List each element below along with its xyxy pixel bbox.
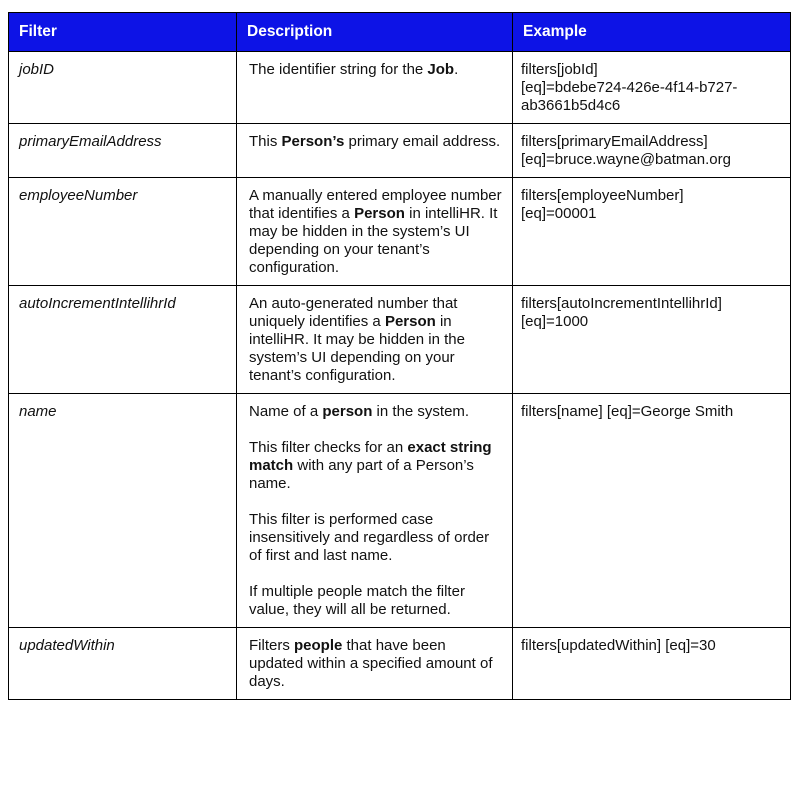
table-row (9, 628, 791, 700)
description-text: A manually entered employee number that identifies a (249, 187, 502, 222)
description-cell (237, 394, 513, 628)
example-line: filters[employeeNumber] (521, 187, 684, 204)
example-line: [eq]=bdebe724-426e-4f14-b727- (521, 79, 738, 96)
description-paragraph (249, 637, 502, 691)
table-row (9, 286, 791, 394)
table-row (9, 124, 791, 178)
description-paragraph (249, 295, 502, 385)
table-row (9, 394, 791, 628)
description-cell (237, 628, 513, 700)
header-description: Description (237, 13, 513, 52)
example-cell (513, 394, 791, 628)
table-body (9, 52, 791, 700)
description-text: Filters (249, 637, 294, 654)
description-text: primary email address. (344, 133, 501, 150)
table-header-row (9, 13, 791, 52)
description-text: . (454, 61, 459, 78)
header-example: Example (513, 13, 791, 52)
description-paragraph (249, 439, 502, 493)
table-row (9, 52, 791, 124)
example-cell (513, 52, 791, 124)
example-line: filters[primaryEmailAddress] (521, 133, 708, 150)
example-line: ab3661b5d4c6 (521, 97, 621, 114)
description-bold-text: Person (384, 313, 436, 330)
description-bold-text: people (294, 637, 343, 654)
example-line: [eq]=00001 (521, 205, 597, 222)
example-cell (513, 124, 791, 178)
example-line: filters[autoIncrementIntellihrId] (521, 295, 722, 312)
example-line: [eq]=1000 (521, 313, 589, 330)
filter-cell: employeeNumber (9, 178, 237, 286)
description-cell (237, 52, 513, 124)
example-cell (513, 178, 791, 286)
example-cell (513, 628, 791, 700)
example-line: [eq]=bruce.wayne@batman.org (521, 151, 731, 168)
header-filter: Filter (9, 13, 237, 52)
description-text: This (249, 133, 282, 150)
description-text: with any part of a Person’s name. (249, 457, 474, 492)
description-cell (237, 124, 513, 178)
example-cell (513, 286, 791, 394)
description-paragraph (249, 133, 502, 151)
description-text: An auto-generated number that uniquely identifies a (249, 295, 458, 330)
filter-cell: jobID (9, 52, 237, 124)
description-text: This filter is performed case insensitively and regardless of order of first and last name. (249, 511, 490, 564)
description-text: Name of a (249, 403, 323, 420)
description-bold-text: Person’s (281, 133, 345, 150)
description-paragraph (249, 61, 502, 79)
table-row (9, 178, 791, 286)
filter-cell: autoIncrementIntellihrId (9, 286, 237, 394)
description-text: that have been updated within a specified amount of days. (249, 637, 493, 690)
description-bold-text: Person (354, 205, 405, 222)
filter-cell: primaryEmailAddress (9, 124, 237, 178)
description-cell (237, 286, 513, 394)
description-text: in the system. (372, 403, 470, 420)
description-text: The identifier string for the (249, 61, 428, 78)
description-paragraph (249, 511, 502, 565)
description-paragraph (249, 403, 502, 421)
description-text: This filter checks for an (249, 439, 408, 456)
filter-cell: updatedWithin (9, 628, 237, 700)
filter-table-container (8, 12, 791, 700)
filter-table (8, 12, 791, 700)
example-line: filters[jobId] (521, 61, 598, 78)
description-cell (237, 178, 513, 286)
description-bold-text: person (322, 403, 373, 420)
example-line: filters[updatedWithin] [eq]=30 (521, 637, 716, 654)
example-line: filters[name] [eq]=George Smith (521, 403, 734, 420)
filter-cell: name (9, 394, 237, 628)
description-text: If multiple people match the filter value, they will all be returned. (249, 583, 465, 618)
description-text: in intelliHR. It may be hidden in the system’s UI depending on your tenant’s configuration. (249, 205, 498, 276)
description-bold-text: Job (427, 61, 455, 78)
description-paragraph (249, 583, 502, 619)
description-text: in intelliHR. It may be hidden in the system’s UI depending on your tenant’s configuration. (249, 313, 465, 384)
description-bold-text: exact string match (249, 439, 492, 474)
description-paragraph (249, 187, 502, 277)
